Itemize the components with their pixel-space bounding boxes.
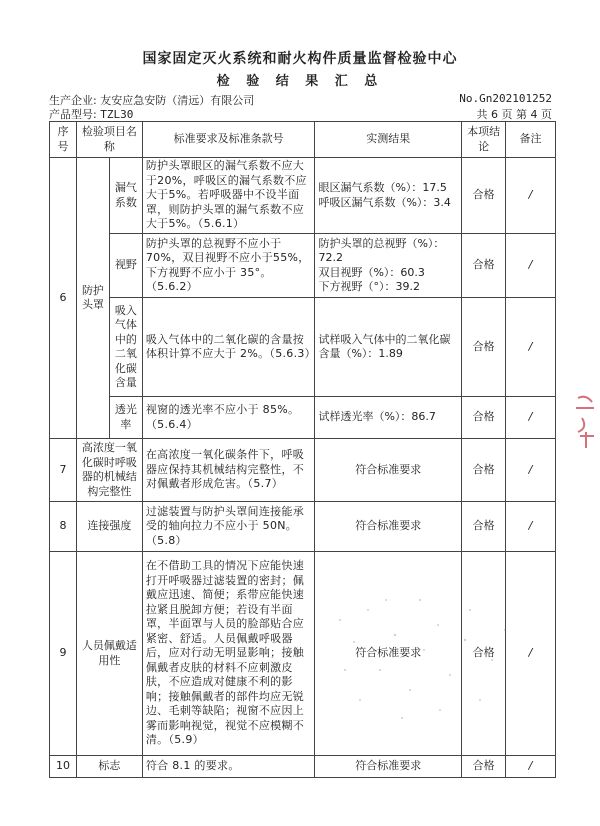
remark-cell: / <box>506 298 556 397</box>
row-seq: 7 <box>50 439 77 502</box>
requirement-cell: 吸入气体中的二氧化碳的含量按体积计算不应大于 2%。（5.6.3） <box>142 298 315 397</box>
header-item: 检验项目名称 <box>76 122 142 158</box>
header-remark: 备注 <box>506 122 556 158</box>
page-info: 共 6 页 第 4 页 <box>476 108 552 121</box>
table-row <box>50 158 556 234</box>
manufacturer-value: 友安应急安防（清远）有限公司 <box>100 94 255 107</box>
model-label: 产品型号: <box>49 108 97 121</box>
result-cell: 符合标准要求 <box>315 439 462 502</box>
conclusion-cell: 合格 <box>462 234 506 298</box>
table-row <box>50 502 556 552</box>
table-row <box>50 439 556 502</box>
requirement-cell: 在不借助工具的情况下应能快速打开呼吸器过滤装置的密封；佩戴应迅速、简便；系带应能快速拉紧且脱卸方便；若设有半面罩，半面罩与人员的脸部贴合应紧密、舒适。人员佩戴呼吸器后，应对行动无明显影响；接触佩戴者皮肤的材料不应刺激皮肤，不应造成对健康不利的影响；接触佩戴者的部件均应无锐边、毛刺等缺陷；视窗不应因上雾而影响视觉，视觉不应模糊不清。（5.9） <box>142 552 315 756</box>
conclusion-cell: 合格 <box>462 552 506 756</box>
remark-cell: / <box>506 756 556 778</box>
row-seq: 9 <box>50 552 77 756</box>
remark-cell: / <box>506 234 556 298</box>
result-cell: 试样透光率（%）：86.7 <box>315 397 462 439</box>
conclusion-cell: 合格 <box>462 756 506 778</box>
table-row <box>50 298 556 397</box>
table-row <box>50 234 556 298</box>
conclusion-cell: 合格 <box>462 439 506 502</box>
result-cell: 符合标准要求 <box>315 756 462 778</box>
sub-item-name: 吸入气体中的二氧化碳含量 <box>109 298 142 397</box>
result-cell: 防护头罩的总视野（%）：72.2 双目视野（%）：60.3 下方视野（°）：39.2 <box>315 234 462 298</box>
row-item-name: 标志 <box>76 756 142 778</box>
row-seq: 8 <box>50 502 77 552</box>
remark-cell: / <box>506 158 556 234</box>
remark-cell: / <box>506 502 556 552</box>
row-item-name: 防护头罩 <box>76 158 109 439</box>
seal-impression <box>320 580 520 740</box>
requirement-cell: 符合 8.1 的要求。 <box>142 756 315 778</box>
row-item-name: 连接强度 <box>76 502 142 552</box>
header-conclusion: 本项结论 <box>462 122 506 158</box>
conclusion-cell: 合格 <box>462 158 506 234</box>
result-cell: 试样吸入气体中的二氧化碳含量（%）：1.89 <box>315 298 462 397</box>
row-seq: 6 <box>50 158 77 439</box>
result-cell: 符合标准要求 <box>315 552 462 756</box>
remark-cell: / <box>506 552 556 756</box>
result-cell: 符合标准要求 <box>315 502 462 552</box>
report-number: No.Gn202101252 <box>459 92 552 105</box>
report-subtitle: 检 验 结 果 汇 总 <box>216 74 384 89</box>
report-title: 国家固定灭火系统和耐火构件质量监督检验中心 <box>142 51 458 67</box>
row-item-name: 人员佩戴适用性 <box>76 552 142 756</box>
sub-item-name: 漏气系数 <box>109 158 142 234</box>
conclusion-cell: 合格 <box>462 502 506 552</box>
conclusion-cell: 合格 <box>462 397 506 439</box>
table-row <box>50 756 556 778</box>
row-item-name: 高浓度一氧化碳时呼吸器的机械结构完整性 <box>76 439 142 502</box>
conclusion-cell: 合格 <box>462 298 506 397</box>
remark-cell: / <box>506 439 556 502</box>
remark-cell: / <box>506 397 556 439</box>
model-line <box>49 106 133 122</box>
row-seq: 10 <box>50 756 77 778</box>
requirement-cell: 防护头罩的总视野不应小于70%，双目视野不应小于55%，下方视野不应小于 35°。（5.6.2） <box>142 234 315 298</box>
sub-item-name: 视野 <box>109 234 142 298</box>
header-requirement: 标准要求及标准条款号 <box>142 122 315 158</box>
manufacturer-label: 生产企业: <box>49 94 97 107</box>
model-value: TZL30 <box>100 108 134 121</box>
table-header-row <box>50 122 556 158</box>
sub-item-name: 透光率 <box>109 397 142 439</box>
requirement-cell: 防护头罩眼区的漏气系数不应大于20%，呼吸区的漏气系数不应大于5%。若呼吸器中不设半面罩，则防护头罩的漏气系数不应大于5%。（5.6.1） <box>142 158 315 234</box>
table-row <box>50 397 556 439</box>
requirement-cell: 在高浓度一氧化碳条件下，呼吸器应保持其机械结构完整性，不对佩戴者形成危害。（5.7） <box>142 439 315 502</box>
header-result: 实测结果 <box>315 122 462 158</box>
seal-stamp-fragment <box>572 392 600 452</box>
requirement-cell: 视窗的透光率不应小于 85%。（5.6.4） <box>142 397 315 439</box>
result-cell: 眼区漏气系数（%）：17.5 呼吸区漏气系数（%）：3.4 <box>315 158 462 234</box>
header-seq: 序号 <box>50 122 77 158</box>
requirement-cell: 过滤装置与防护头罩间连接能承受的轴向拉力不应小于 50N。（5.8） <box>142 502 315 552</box>
